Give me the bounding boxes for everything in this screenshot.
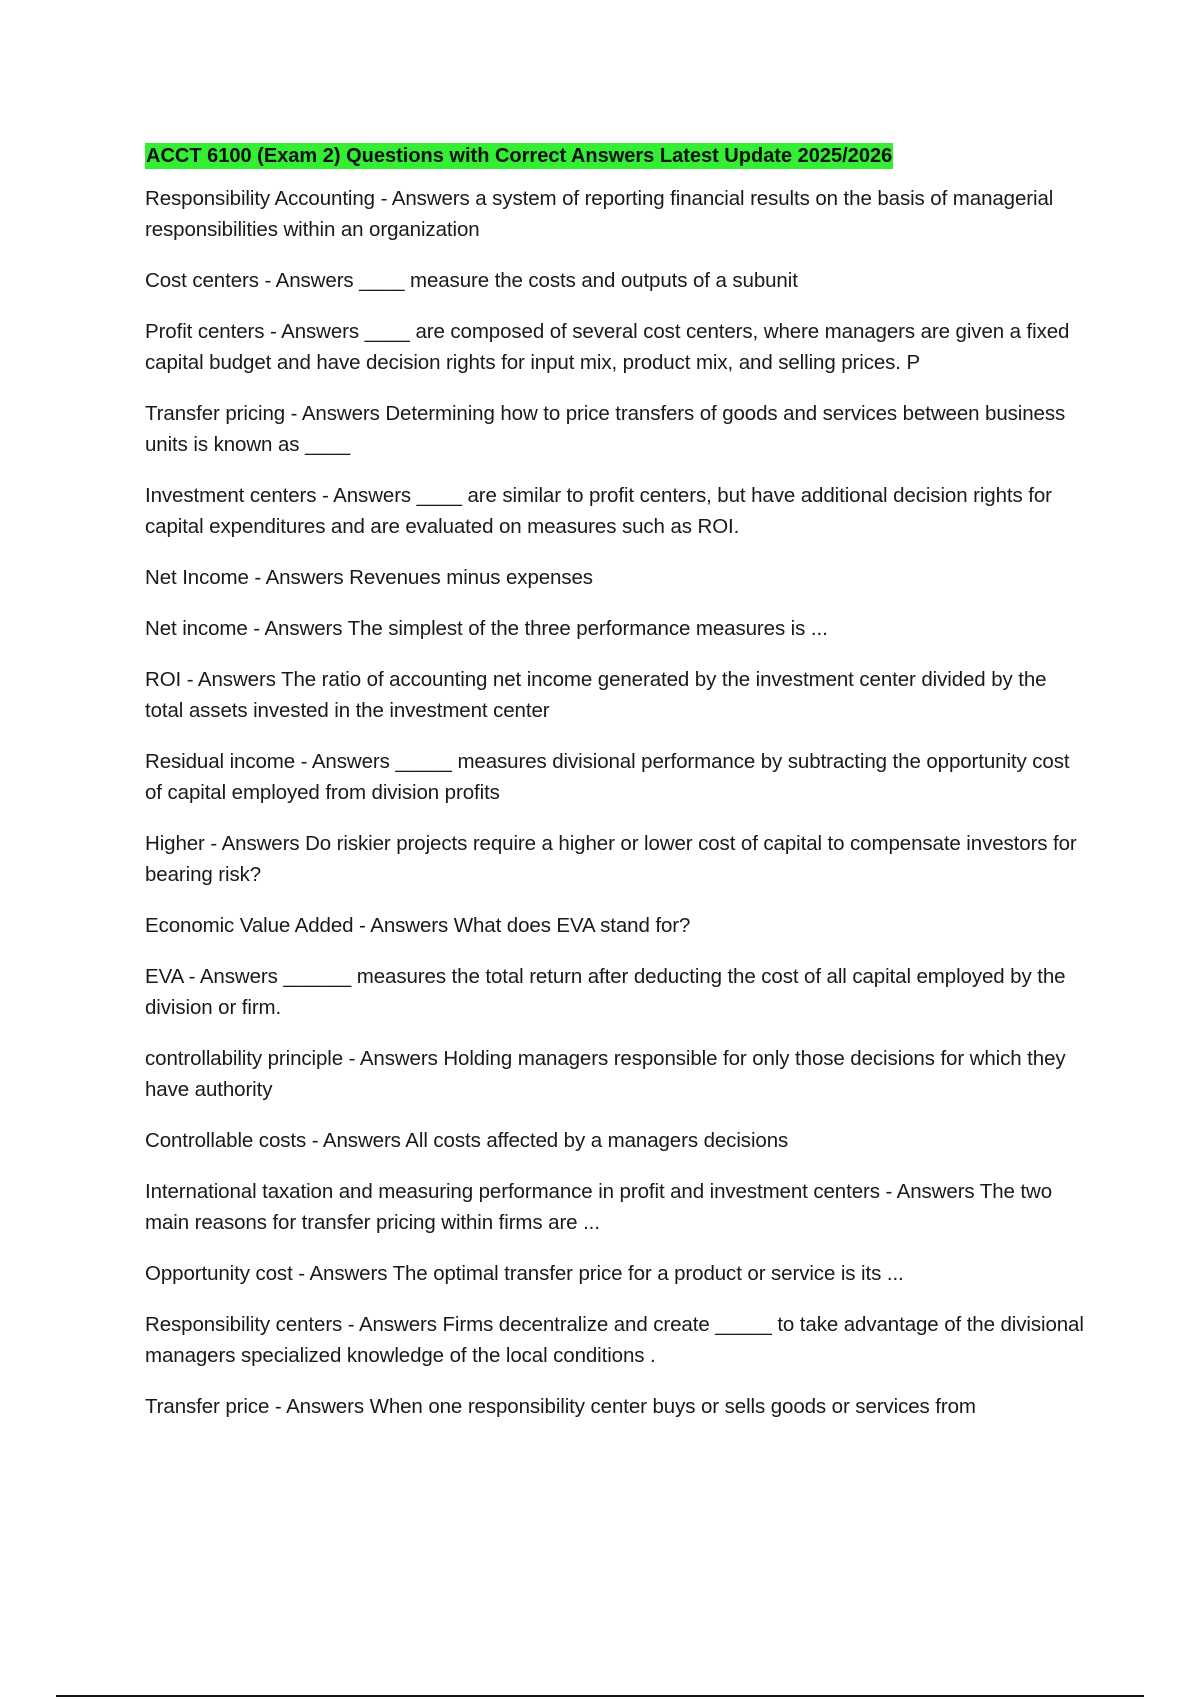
document-title: ACCT 6100 (Exam 2) Questions with Correct Answers Latest Update 2025/2026 [146,145,893,167]
qa-entry: Economic Value Added - Answers What does EVA stand for? [145,914,691,937]
qa-entry: Net Income - Answers Revenues minus expenses [145,566,593,589]
qa-entry: Transfer pricing - Answers Determining how to price transfers of goods and services between business units is known as ____ [145,402,1066,456]
document-page [145,143,1085,1442]
qa-entry: EVA - Answers ______ measures the total return after deducting the cost of all capital employed by the division or firm. [145,965,1066,1019]
qa-entry: Residual income - Answers _____ measures divisional performance by subtracting the opportunity cost of capital employed from division profits [145,750,1070,804]
footer-divider [56,1695,1144,1697]
qa-entry: Cost centers - Answers ____ measure the costs and outputs of a subunit [145,269,798,292]
qa-entry: controllability principle - Answers Holding managers responsible for only those decisions for which they have authority [145,1047,1066,1101]
qa-entry: Controllable costs - Answers All costs affected by a managers decisions [145,1129,789,1152]
qa-entry: Responsibility centers - Answers Firms decentralize and create _____ to take advantage of the divisional managers specialized knowledge of the local conditions . [145,1313,1084,1367]
qa-entry: International taxation and measuring performance in profit and investment centers - Answers The two main reasons for transfer pricing within firms are ... [145,1180,1053,1234]
qa-entry: ROI - Answers The ratio of accounting net income generated by the investment center divided by the total assets invested in the investment center [145,668,1047,722]
qa-entry: Transfer price - Answers When one responsibility center buys or sells goods or services from [145,1395,976,1418]
qa-entry: Higher - Answers Do riskier projects require a higher or lower cost of capital to compensate investors for bearing risk? [145,832,1077,886]
qa-entry: Net income - Answers The simplest of the three performance measures is ... [145,617,828,640]
qa-entry: Opportunity cost - Answers The optimal transfer price for a product or service is its ... [145,1262,904,1285]
qa-entry: Investment centers - Answers ____ are similar to profit centers, but have additional decision rights for capital expenditures and are evaluated on measures such as ROI. [145,484,1052,538]
qa-entry: Responsibility Accounting - Answers a system of reporting financial results on the basis of managerial responsibilities within an organization [145,187,1054,241]
qa-entry: Profit centers - Answers ____ are composed of several cost centers, where managers are given a fixed capital budget and have decision rights for input mix, product mix, and selling prices. P [145,320,1070,374]
